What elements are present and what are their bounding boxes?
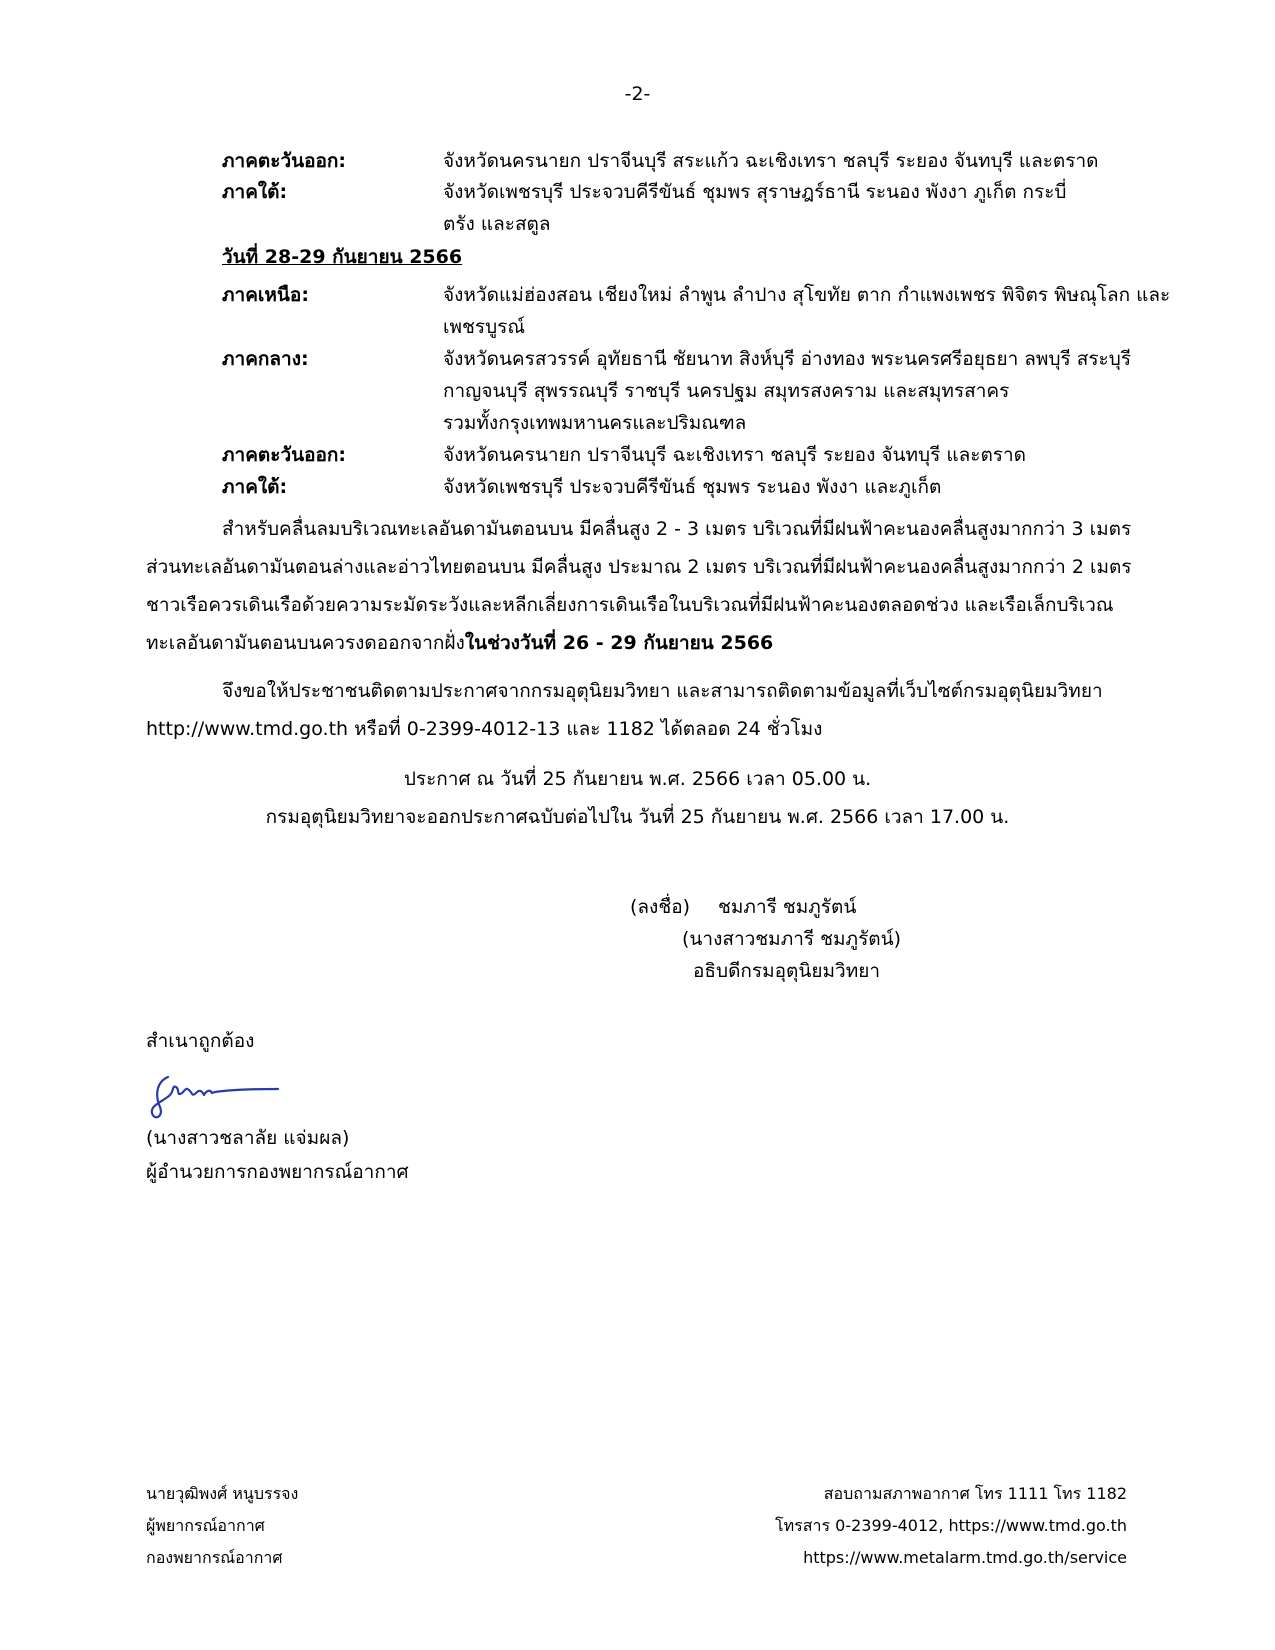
wave-paragraph-period: ในช่วงวันที่ 26 - 29 กันยายน 2566: [464, 632, 774, 654]
signed-name: ชมภารี ชมภูรัตน์: [718, 896, 857, 918]
signer-full-name: (นางสาวชมภารี ชมภูรัตน์): [682, 928, 902, 950]
region-provinces-central: จังหวัดนครสวรรค์ อุทัยธานี ชัยนาท สิงห์บุรี อ่างทอง พระนครศรีอยุธยา ลพบุรี สระบุรี: [443, 348, 1132, 370]
region-provinces-south-2: จังหวัดเพชรบุรี ประจวบคีรีขันธ์ ชุมพร ระนอง พังงา และภูเก็ต: [443, 476, 942, 498]
wave-paragraph-line-4: [146, 627, 773, 659]
footer-contact-phone: สอบถามสภาพอากาศ โทร 1111 โทร 1182: [823, 1484, 1127, 1503]
footer-contact-fax: โทรสาร 0-2399-4012, https://www.tmd.go.th: [775, 1516, 1127, 1535]
signed-prefix: (ลงชื่อ): [630, 896, 691, 918]
region-provinces-north: จังหวัดแม่ฮ่องสอน เชียงใหม่ ลำพูน ลำปาง สุโขทัย ตาก กำแพงเพชร พิจิตร พิษณุโลก และ: [443, 284, 1171, 306]
region-label-south-2: ภาคใต้:: [222, 476, 288, 498]
region-label-east-1: ภาคตะวันออก:: [222, 150, 347, 172]
certified-name: (นางสาวชลาลัย แจ่มผล): [146, 1127, 350, 1149]
region-provinces-east-1: จังหวัดนครนายก ปราจีนบุรี สระแก้ว ฉะเชิงเทรา ชลบุรี ระยอง จันทบุรี และตราด: [443, 150, 1099, 172]
wave-paragraph-line-2: ส่วนทะเลอันดามันตอนล่างและอ่าวไทยตอนบน มีคลื่นสูง ประมาณ 2 เมตร บริเวณที่มีฝนฟ้าคะนองคลื่นสูงมากกว่า 2 เมตร: [146, 556, 1132, 578]
region-provinces-central-cont-2: รวมทั้งกรุงเทพมหานครและปริมณฑล: [443, 412, 747, 434]
date-heading: วันที่ 28-29 กันยายน 2566: [222, 246, 463, 268]
region-label-central: ภาคกลาง:: [222, 348, 309, 370]
region-label-north: ภาคเหนือ:: [222, 284, 309, 306]
announce-time: ประกาศ ณ วันที่ 25 กันยายน พ.ศ. 2566 เวลา 05.00 น.: [403, 768, 872, 790]
region-provinces-south-1-cont: ตรัง และสตูล: [443, 213, 551, 235]
next-announce-time: กรมอุตุนิยมวิทยาจะออกประกาศฉบับต่อไปใน วันที่ 25 กันยายน พ.ศ. 2566 เวลา 17.00 น.: [265, 806, 1010, 828]
certified-position: ผู้อำนวยการกองพยากรณ์อากาศ: [146, 1161, 409, 1183]
wave-paragraph-text: ทะเลอันดามันตอนบนควรงดออกจากฝั่ง: [146, 632, 465, 654]
region-provinces-south-1: จังหวัดเพชรบุรี ประจวบคีรีขันธ์ ชุมพร สุราษฎร์ธานี ระนอง พังงา ภูเก็ต กระบี่: [443, 181, 1067, 203]
region-label-south-1: ภาคใต้:: [222, 181, 288, 203]
region-provinces-north-cont: เพชรบูรณ์: [443, 316, 526, 338]
region-label-east-2: ภาคตะวันออก:: [222, 444, 347, 466]
follow-paragraph-line-2: http://www.tmd.go.th หรือที่ 0-2399-4012-13 และ 1182 ได้ตลอด 24 ชั่วโมง: [146, 718, 823, 740]
wave-paragraph-line-1: สำหรับคลื่นลมบริเวณทะเลอันดามันตอนบน มีคลื่นสูง 2 - 3 เมตร บริเวณที่มีฝนฟ้าคะนองคลื่นสูงมากกว่า 3 เมตร: [222, 518, 1132, 540]
follow-paragraph-line-1: จึงขอให้ประชาชนติดตามประกาศจากกรมอุตุนิยมวิทยา และสามารถติดตามข้อมูลที่เว็บไซต์กรมอุตุนิยมวิทยา: [222, 680, 1103, 702]
page-number: -2-: [624, 83, 651, 105]
footer-contact-service-link[interactable]: https://www.metalarm.tmd.go.th/service: [803, 1548, 1127, 1567]
footer-forecaster-name: นายวุฒิพงศ์ หนูบรรจง: [146, 1484, 299, 1503]
wave-paragraph-line-3: ชาวเรือควรเดินเรือด้วยความระมัดระวังและหลีกเลี่ยงการเดินเรือในบริเวณที่มีฝนฟ้าคะนองตลอดช่วง และเรือเล็กบริเวณ: [146, 594, 1114, 616]
footer-division: กองพยากรณ์อากาศ: [146, 1548, 283, 1567]
signature-image: [150, 1071, 290, 1123]
certified-label: สำเนาถูกต้อง: [146, 1030, 255, 1052]
signer-position: อธิบดีกรมอุตุนิยมวิทยา: [693, 960, 881, 982]
region-provinces-east-2: จังหวัดนครนายก ปราจีนบุรี ฉะเชิงเทรา ชลบุรี ระยอง จันทบุรี และตราด: [443, 444, 1026, 466]
region-provinces-central-cont-1: กาญจนบุรี สุพรรณบุรี ราชบุรี นครปฐม สมุทรสงคราม และสมุทรสาคร: [443, 380, 1010, 402]
footer-forecaster-title: ผู้พยากรณ์อากาศ: [146, 1516, 265, 1535]
